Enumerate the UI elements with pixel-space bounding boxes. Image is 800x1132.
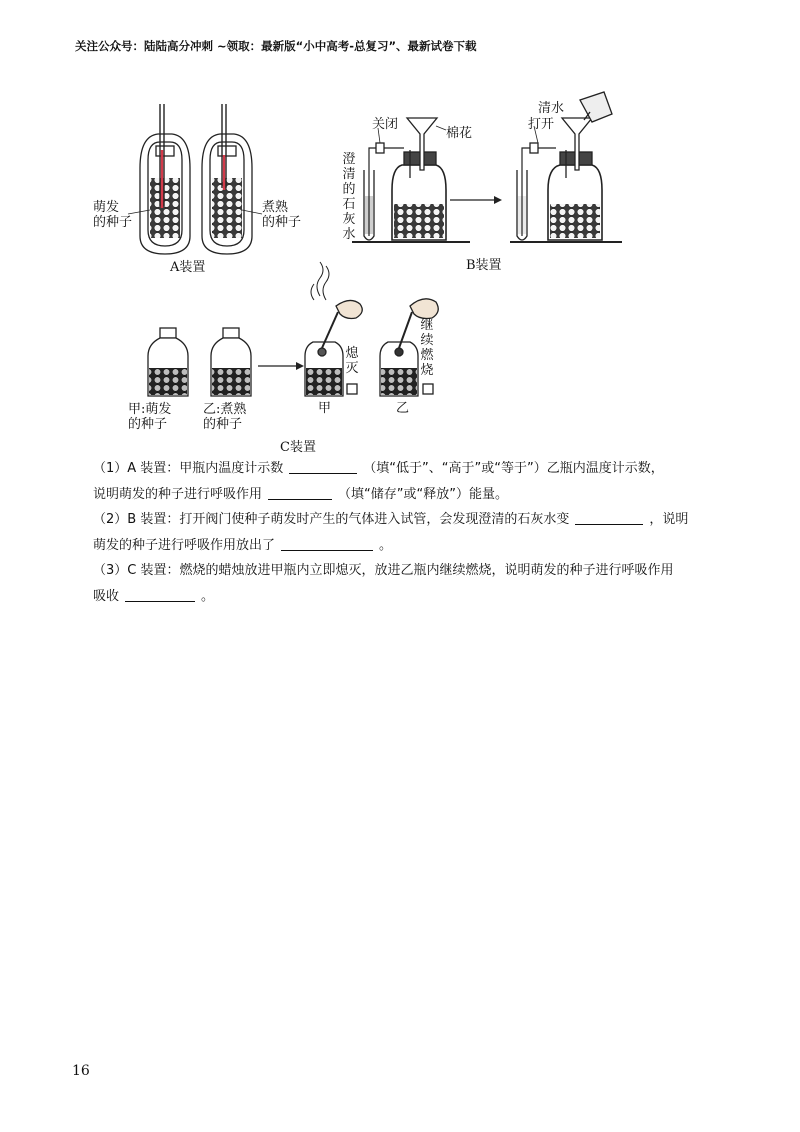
- a-germinating-label: 萌发 的种子: [93, 200, 133, 230]
- q2-text-a: （2）B 装置：打开阀门使种子萌发时产生的气体进入试管，会发现澄清的石灰水变: [93, 512, 570, 527]
- question-3-line-2: [93, 584, 753, 610]
- a-flask-right: [202, 104, 252, 254]
- question-3-line-1: [93, 558, 753, 584]
- c-jia-label: 甲:萌发 的种子: [128, 402, 172, 432]
- c-bottle-yi-initial: [211, 328, 251, 396]
- a-flask-left: [140, 104, 190, 254]
- c-caption: C装置: [280, 440, 316, 455]
- q3-text-c: 。: [201, 588, 215, 604]
- b-closed-label: 关闭: [372, 117, 399, 132]
- q1-text-d: （填“储存”或“释放”）能量。: [338, 486, 508, 502]
- question-2-line-1: [93, 507, 753, 533]
- question-2-line-2: [93, 533, 753, 559]
- q3-text-b: 吸收: [93, 588, 120, 604]
- c-continue-burn-label: 继续燃烧: [420, 318, 434, 378]
- q2-text-d: 。: [379, 537, 393, 553]
- q3-blank-1[interactable]: [125, 587, 195, 602]
- q1-text-b: （填“低于”、“高于”或“等于”）乙瓶内温度计示数，: [363, 461, 664, 476]
- b-setup-right: [510, 92, 622, 242]
- question-block: [93, 456, 753, 609]
- a-caption: A装置: [170, 260, 206, 275]
- c-bottle-jia-initial: [148, 328, 188, 396]
- q1-blank-1[interactable]: [289, 459, 357, 474]
- q2-text-c: 萌发的种子进行呼吸作用放出了: [93, 537, 276, 553]
- b-cotton-label: 棉花: [446, 126, 473, 141]
- q2-blank-1[interactable]: [575, 510, 643, 525]
- b-caption: B装置: [466, 258, 502, 273]
- q1-blank-2[interactable]: [268, 485, 332, 500]
- c-yi-label: 乙:煮熟 的种子: [203, 402, 247, 432]
- question-1-line-2: [93, 482, 753, 508]
- q1-text-c: 说明萌发的种子进行呼吸作用: [93, 486, 263, 502]
- a-boiled-label: 煮熟 的种子: [262, 200, 302, 230]
- question-1-line-1: [93, 456, 753, 482]
- q3-text-a: （3）C 装置：燃烧的蜡烛放进甲瓶内立即熄灭，放进乙瓶内继续燃烧，说明萌发的种子进行呼吸作用: [93, 563, 674, 578]
- page-header: 关注公众号：陆陆高分冲刺 ~领取：最新版“小中高考-总复习”、最新试卷下载: [75, 39, 477, 53]
- c-extinguish-label: 熄灭: [345, 346, 359, 376]
- experiment-illustration: [0, 0, 800, 460]
- b-water-label: 清水: [538, 101, 565, 116]
- c-jia-mark: 甲: [318, 401, 332, 416]
- c-yi-mark: 乙: [396, 401, 410, 416]
- q1-text-a: （1）A 装置：甲瓶内温度计示数: [93, 461, 284, 476]
- experiment-figure: [0, 0, 800, 460]
- page-number: 16: [72, 1063, 90, 1079]
- q2-text-b: ，说明: [649, 512, 689, 527]
- b-open-label: 打开: [528, 117, 555, 132]
- b-limewater-label: 澄清的石灰水: [342, 152, 356, 242]
- q2-blank-2[interactable]: [281, 536, 373, 551]
